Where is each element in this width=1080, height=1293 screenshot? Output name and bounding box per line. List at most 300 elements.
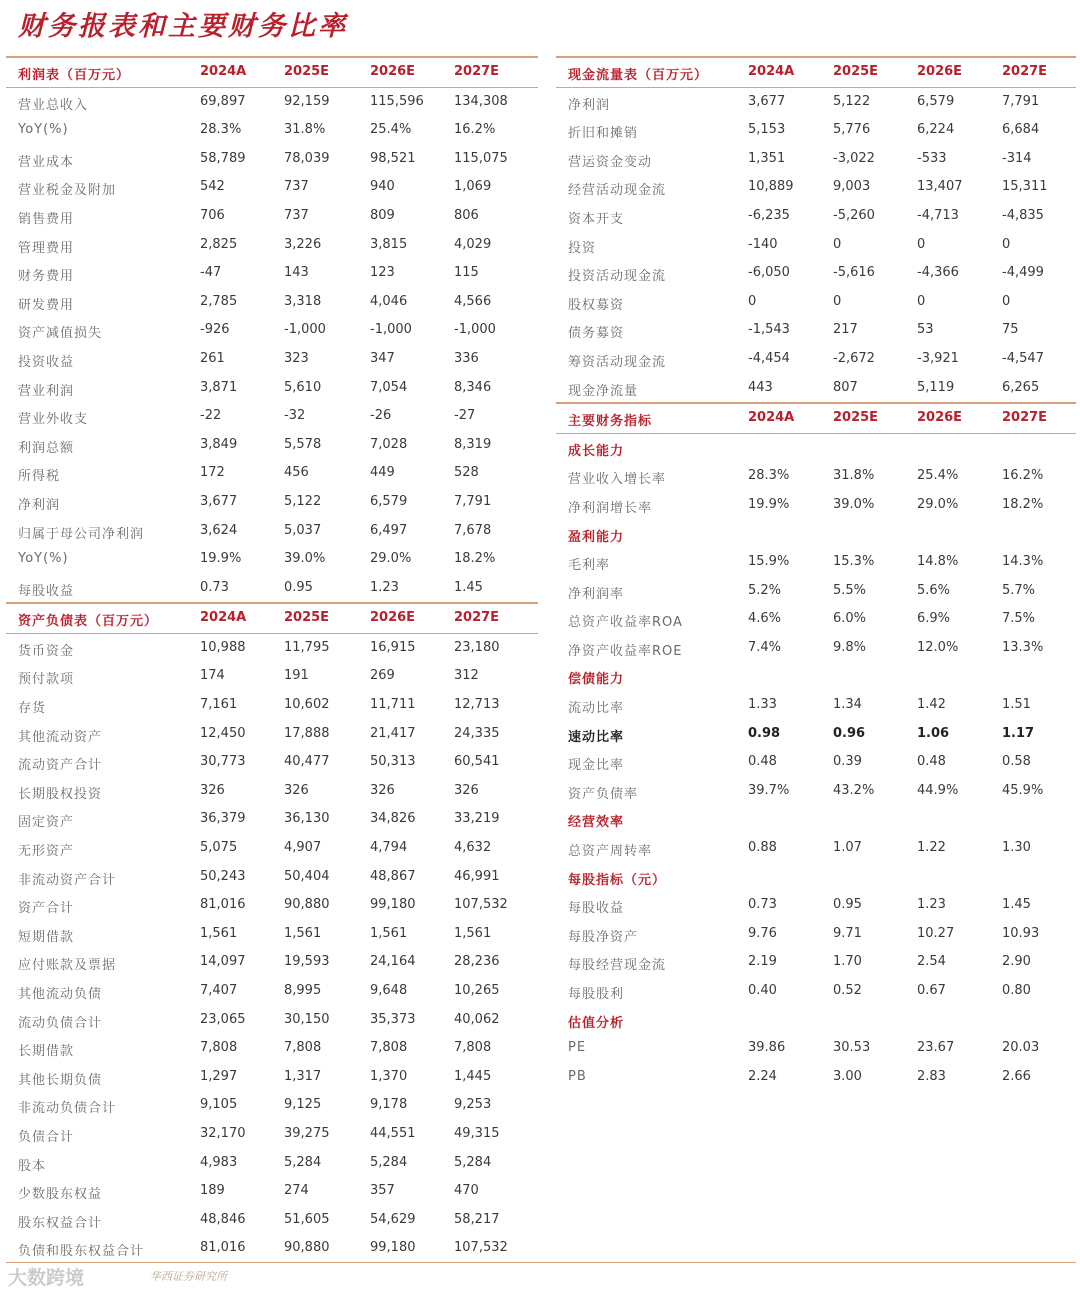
- cell-value: -140: [748, 236, 778, 252]
- cell-value: 4,632: [454, 840, 492, 856]
- cell-value: 2026E: [917, 410, 963, 426]
- cell-value: 191: [284, 668, 309, 684]
- cell-value: 15.3%: [833, 554, 875, 570]
- cell-value: 20.03: [1002, 1040, 1040, 1056]
- cell-value: 8,995: [284, 983, 322, 998]
- cell-value: 2.66: [1002, 1068, 1031, 1084]
- cell-value: 9.76: [748, 925, 777, 941]
- cell-value: -4,366: [917, 265, 959, 281]
- cell-value: 50,243: [200, 868, 246, 884]
- cell-value: 806: [454, 207, 479, 223]
- cell-value: 115,596: [370, 93, 424, 109]
- table-row: [556, 462, 1076, 491]
- cell-value: -3,921: [917, 350, 959, 366]
- cell-value: 0.40: [748, 983, 777, 998]
- cell-value: 23,065: [200, 1011, 246, 1027]
- cell-value: 25.4%: [917, 468, 959, 484]
- row-label: 速动比率: [568, 729, 625, 745]
- table-row: [556, 891, 1076, 920]
- income-statement-table: [6, 58, 538, 602]
- cashflow-statement-table: [556, 58, 1076, 402]
- table-row: [6, 1234, 538, 1263]
- cell-value: 30.53: [833, 1040, 871, 1056]
- cell-value: 2025E: [833, 410, 879, 426]
- cell-value: 9,648: [370, 983, 408, 998]
- cell-value: 0: [917, 236, 926, 252]
- table-row: [6, 1091, 538, 1120]
- row-label: 每股股利: [568, 987, 625, 1002]
- table-row: [6, 1120, 538, 1149]
- table-row: [6, 1063, 538, 1092]
- cell-value: 7,808: [284, 1040, 322, 1056]
- section-title: 盈利能力: [568, 529, 625, 545]
- row-label: 管理费用: [18, 240, 75, 256]
- section-title: 估值分析: [568, 1015, 625, 1031]
- cell-value: 19.9%: [200, 551, 242, 567]
- row-label: 营业收入增长率: [568, 472, 667, 488]
- row-label: PE: [568, 1040, 587, 1056]
- cell-value: 90,880: [284, 1240, 330, 1256]
- cell-value: 123: [370, 265, 395, 281]
- cell-value: 10,265: [454, 983, 500, 998]
- table-row: [6, 402, 538, 431]
- cell-value: -4,454: [748, 350, 790, 366]
- cell-value: 9,003: [833, 179, 871, 195]
- table-row: [6, 259, 538, 288]
- cell-value: 326: [454, 782, 479, 798]
- financial-ratios-table: [556, 402, 1076, 1091]
- row-label: 净利润: [18, 497, 61, 513]
- cell-value: 4,029: [454, 236, 492, 252]
- cell-value: 7.5%: [1002, 611, 1036, 627]
- table-row: [6, 145, 538, 174]
- cell-value: 4,983: [200, 1154, 238, 1170]
- cell-value: 134,308: [454, 93, 508, 109]
- cell-value: 737: [284, 179, 309, 195]
- cell-value: 2.19: [748, 954, 777, 970]
- cell-value: 39.0%: [833, 496, 875, 512]
- cell-value: 25.4%: [370, 122, 412, 138]
- cell-value: 1.34: [833, 697, 862, 713]
- left-panel: [6, 56, 538, 1263]
- row-label: 筹资活动现金流: [568, 354, 667, 370]
- cell-value: 5.6%: [917, 582, 951, 598]
- cell-value: 8,346: [454, 379, 492, 395]
- row-label: 其他长期负债: [18, 1072, 103, 1088]
- table-row: [556, 548, 1076, 577]
- row-label: 债务募资: [568, 326, 625, 342]
- table-row: [6, 634, 538, 663]
- cell-value: 5,610: [284, 379, 322, 395]
- table-row: [556, 491, 1076, 520]
- row-label: 净资产收益率ROE: [568, 643, 683, 659]
- cell-value: 2027E: [1002, 64, 1048, 79]
- cell-value: 16,915: [370, 639, 416, 655]
- cell-value: 15,311: [1002, 179, 1048, 195]
- cell-value: 274: [284, 1183, 309, 1199]
- table-row: [6, 545, 538, 574]
- row-label: 其他流动负债: [18, 987, 103, 1002]
- row-label: 预付款项: [18, 672, 75, 688]
- cell-value: 0.48: [917, 754, 946, 770]
- cell-value: 9.8%: [833, 639, 867, 655]
- table-row: [6, 431, 538, 460]
- table-row: [6, 231, 538, 260]
- cell-value: 9,178: [370, 1097, 408, 1113]
- cell-value: 115,075: [454, 150, 508, 166]
- section-title: 经营效率: [568, 815, 625, 831]
- table-row: [6, 834, 538, 863]
- table-row: [556, 116, 1076, 145]
- cell-value: 5,284: [284, 1154, 322, 1170]
- cell-value: 0.95: [284, 579, 313, 595]
- cell-value: 2026E: [370, 64, 416, 79]
- table-row: [6, 1177, 538, 1206]
- row-label: 每股净资产: [568, 929, 639, 945]
- cell-value: 5.7%: [1002, 582, 1036, 598]
- row-label: 每股收益: [568, 901, 625, 917]
- cell-value: 60,541: [454, 754, 500, 770]
- row-label: 短期借款: [18, 929, 75, 945]
- table-row: [556, 691, 1076, 720]
- cell-value: 10,988: [200, 639, 246, 655]
- cell-value: -926: [200, 322, 230, 338]
- cell-value: 81,016: [200, 1240, 246, 1256]
- row-label: 无形资产: [18, 844, 75, 860]
- cell-value: 1,317: [284, 1068, 322, 1084]
- cell-value: 28.3%: [200, 122, 242, 138]
- cell-value: 326: [200, 782, 225, 798]
- row-label: 资产合计: [18, 901, 75, 917]
- cell-value: -1,000: [370, 322, 412, 338]
- table-row: [6, 1149, 538, 1178]
- cell-value: 2025E: [284, 64, 330, 79]
- section-heading: [556, 434, 1076, 463]
- cell-value: 14,097: [200, 954, 246, 970]
- table-row: [556, 920, 1076, 949]
- cell-value: 6,579: [370, 493, 408, 509]
- cell-value: 43.2%: [833, 782, 875, 798]
- cell-value: 5,578: [284, 436, 322, 452]
- row-label: 营业利润: [18, 383, 75, 399]
- row-label: 长期股权投资: [18, 786, 103, 802]
- cell-value: 9,125: [284, 1097, 322, 1113]
- row-label: 营业外收支: [18, 412, 89, 428]
- cell-value: 1.07: [833, 840, 862, 856]
- cell-value: -32: [284, 408, 306, 424]
- cell-value: 6,224: [917, 122, 955, 138]
- cell-value: 9,253: [454, 1097, 492, 1113]
- cell-value: 12,713: [454, 697, 500, 713]
- cell-value: 3,226: [284, 236, 322, 252]
- cell-value: 737: [284, 207, 309, 223]
- cell-value: 7,791: [1002, 93, 1040, 109]
- cell-value: 39.0%: [284, 551, 326, 567]
- cell-value: 6,684: [1002, 122, 1040, 138]
- row-label: YoY(%): [18, 551, 69, 567]
- row-label: 利润表（百万元）: [18, 68, 131, 83]
- footer-divider: [6, 1262, 1076, 1263]
- cell-value: 107,532: [454, 897, 508, 913]
- cell-value: 36,130: [284, 811, 330, 827]
- cell-value: 2024A: [200, 64, 247, 79]
- cell-value: 2025E: [284, 610, 330, 626]
- table-header: [6, 602, 538, 634]
- cell-value: 21,417: [370, 725, 416, 741]
- cell-value: 0: [1002, 293, 1011, 309]
- cell-value: 40,062: [454, 1011, 500, 1027]
- cell-value: 44.9%: [917, 782, 959, 798]
- section-heading: [556, 662, 1076, 691]
- cell-value: 4,046: [370, 293, 408, 309]
- row-label: 资产减值损失: [18, 326, 103, 342]
- table-row: [6, 748, 538, 777]
- cell-value: 0: [748, 293, 757, 309]
- table-row: [556, 316, 1076, 345]
- cell-value: 49,315: [454, 1125, 500, 1141]
- page-title: 财务报表和主要财务比率: [18, 11, 348, 42]
- table-row: [6, 173, 538, 202]
- cell-value: 48,867: [370, 868, 416, 884]
- row-label: 投资活动现金流: [568, 269, 667, 285]
- cell-value: 7,407: [200, 983, 238, 998]
- section-heading: [556, 520, 1076, 549]
- table-row: [6, 977, 538, 1006]
- row-label: 投资收益: [18, 354, 75, 370]
- cell-value: 10,602: [284, 697, 330, 713]
- row-label: 其他流动资产: [18, 729, 103, 745]
- cell-value: 16.2%: [1002, 468, 1044, 484]
- cell-value: 217: [833, 322, 858, 338]
- section-heading: [556, 863, 1076, 892]
- table-row: [6, 805, 538, 834]
- cell-value: 6,265: [1002, 379, 1040, 395]
- table-row: [6, 891, 538, 920]
- cell-value: 11,795: [284, 639, 330, 655]
- cell-value: 174: [200, 668, 225, 684]
- row-label: 非流动负债合计: [18, 1101, 117, 1117]
- cell-value: 1.22: [917, 840, 946, 856]
- cell-value: 172: [200, 465, 225, 481]
- cell-value: 50,313: [370, 754, 416, 770]
- table-row: [556, 834, 1076, 863]
- cell-value: 13,407: [917, 179, 963, 195]
- table-row: [556, 288, 1076, 317]
- row-label: 归属于母公司净利润: [18, 526, 145, 542]
- row-label: 每股收益: [18, 583, 75, 599]
- table-row: [6, 374, 538, 403]
- cell-value: 1.45: [454, 579, 483, 595]
- cell-value: -4,547: [1002, 350, 1044, 366]
- cell-value: 1.17: [1002, 725, 1035, 741]
- cell-value: 69,897: [200, 93, 246, 109]
- row-label: 存货: [18, 701, 47, 717]
- row-label: 现金流量表（百万元）: [568, 68, 709, 83]
- table-row: [6, 1034, 538, 1063]
- cell-value: 5.2%: [748, 582, 782, 598]
- table-row: [556, 720, 1076, 749]
- cell-value: 2,785: [200, 293, 238, 309]
- table-row: [6, 691, 538, 720]
- table-row: [6, 316, 538, 345]
- row-label: 资产负债表（百万元）: [18, 614, 159, 630]
- cell-value: 0: [833, 293, 842, 309]
- section-heading: [556, 1006, 1076, 1035]
- table-row: [556, 1063, 1076, 1092]
- row-label: 现金净流量: [568, 383, 639, 399]
- table-row: [6, 459, 538, 488]
- cell-value: 0.95: [833, 897, 862, 913]
- cell-value: 98,521: [370, 150, 416, 166]
- table-row: [6, 662, 538, 691]
- table-row: [6, 574, 538, 603]
- row-label: 利润总额: [18, 440, 75, 456]
- cell-value: -6,050: [748, 265, 790, 281]
- cell-value: 1.30: [1002, 840, 1031, 856]
- cell-value: 443: [748, 379, 773, 395]
- row-label: 少数股东权益: [18, 1187, 103, 1203]
- row-label: PB: [568, 1068, 587, 1084]
- cell-value: 347: [370, 350, 395, 366]
- cell-value: 13.3%: [1002, 639, 1044, 655]
- table-row: [556, 374, 1076, 403]
- cell-value: 336: [454, 350, 479, 366]
- cell-value: -3,022: [833, 150, 875, 166]
- table-row: [556, 748, 1076, 777]
- cell-value: -314: [1002, 150, 1032, 166]
- table-row: [556, 948, 1076, 977]
- row-label: 资本开支: [568, 211, 625, 227]
- cell-value: 2027E: [454, 610, 500, 626]
- cell-value: 2026E: [917, 64, 963, 79]
- cell-value: 5,122: [284, 493, 322, 509]
- cell-value: 36,379: [200, 811, 246, 827]
- section-title: 每股指标（元）: [568, 872, 667, 888]
- cell-value: 2024A: [748, 64, 795, 79]
- cell-value: 449: [370, 465, 395, 481]
- cell-value: 0: [1002, 236, 1011, 252]
- row-label: 负债和股东权益合计: [18, 1244, 145, 1260]
- table-row: [556, 577, 1076, 606]
- cell-value: 1,297: [200, 1068, 238, 1084]
- cell-value: 0.88: [748, 840, 777, 856]
- cell-value: 32,170: [200, 1125, 246, 1141]
- cell-value: 542: [200, 179, 225, 195]
- cell-value: 29.0%: [917, 496, 959, 512]
- cell-value: 5,284: [454, 1154, 492, 1170]
- table-row: [6, 488, 538, 517]
- cell-value: -27: [454, 408, 476, 424]
- row-label: 总资产周转率: [568, 844, 653, 860]
- cell-value: -5,616: [833, 265, 875, 281]
- cell-value: 9,105: [200, 1097, 238, 1113]
- cell-value: 809: [370, 207, 395, 223]
- cell-value: 92,159: [284, 93, 330, 109]
- cell-value: 1.42: [917, 697, 946, 713]
- cell-value: 53: [917, 322, 934, 338]
- cell-value: -4,499: [1002, 265, 1044, 281]
- cell-value: 54,629: [370, 1211, 416, 1227]
- cell-value: 7,028: [370, 436, 408, 452]
- section-heading: [556, 805, 1076, 834]
- cell-value: 1.06: [917, 725, 950, 741]
- cell-value: 2024A: [748, 410, 795, 426]
- cell-value: 30,773: [200, 754, 246, 770]
- table-row: [556, 605, 1076, 634]
- row-label: 每股经营现金流: [568, 958, 667, 974]
- cell-value: 18.2%: [1002, 496, 1044, 512]
- cell-value: 1.23: [917, 897, 946, 913]
- cell-value: 99,180: [370, 1240, 416, 1256]
- cell-value: 19.9%: [748, 496, 790, 512]
- cell-value: 81,016: [200, 897, 246, 913]
- row-label: 净利润增长率: [568, 500, 653, 516]
- table-row: [556, 231, 1076, 260]
- cell-value: 45.9%: [1002, 782, 1044, 798]
- cell-value: 261: [200, 350, 225, 366]
- cell-value: 18.2%: [454, 551, 496, 567]
- cell-value: 0.96: [833, 725, 866, 741]
- table-row: [6, 863, 538, 892]
- table-row: [556, 202, 1076, 231]
- row-label: 股本: [18, 1158, 47, 1174]
- cell-value: 3,624: [200, 522, 238, 538]
- cell-value: 3,677: [200, 493, 238, 509]
- cell-value: 12,450: [200, 725, 246, 741]
- cell-value: 2.83: [917, 1068, 946, 1084]
- cell-value: 46,991: [454, 868, 500, 884]
- cell-value: 58,789: [200, 150, 246, 166]
- cell-value: 19,593: [284, 954, 330, 970]
- source-note: 华西证券研究所: [150, 1270, 227, 1283]
- table-row: [556, 145, 1076, 174]
- table-row: [556, 259, 1076, 288]
- cell-value: 75: [1002, 322, 1019, 338]
- cell-value: 7,808: [200, 1040, 238, 1056]
- row-label: 应付账款及票据: [18, 958, 117, 974]
- cell-value: 5,776: [833, 122, 871, 138]
- row-label: 所得税: [18, 469, 61, 485]
- row-label: 股权募资: [568, 297, 625, 313]
- cell-value: 1,445: [454, 1068, 492, 1084]
- cell-value: 5.5%: [833, 582, 867, 598]
- cell-value: 0: [833, 236, 842, 252]
- cell-value: 1,069: [454, 179, 492, 195]
- cell-value: 7,808: [370, 1040, 408, 1056]
- cell-value: 1.51: [1002, 697, 1031, 713]
- cell-value: 2025E: [833, 64, 879, 79]
- cell-value: -1,000: [284, 322, 326, 338]
- cell-value: 0.80: [1002, 983, 1031, 998]
- cell-value: 4,794: [370, 840, 408, 856]
- cell-value: 3,318: [284, 293, 322, 309]
- row-label: 现金比率: [568, 758, 625, 774]
- cell-value: 23,180: [454, 639, 500, 655]
- cell-value: 8,319: [454, 436, 492, 452]
- cell-value: 1,561: [454, 925, 492, 941]
- cell-value: 3,815: [370, 236, 408, 252]
- row-label: 长期借款: [18, 1044, 75, 1060]
- cell-value: -47: [200, 265, 222, 281]
- table-row: [556, 977, 1076, 1006]
- cell-value: 7,161: [200, 697, 238, 713]
- cell-value: -2,672: [833, 350, 875, 366]
- table-header: [556, 58, 1076, 88]
- cell-value: 3,871: [200, 379, 238, 395]
- row-label: 营业总收入: [18, 97, 89, 113]
- cell-value: 706: [200, 207, 225, 223]
- cell-value: 0.48: [748, 754, 777, 770]
